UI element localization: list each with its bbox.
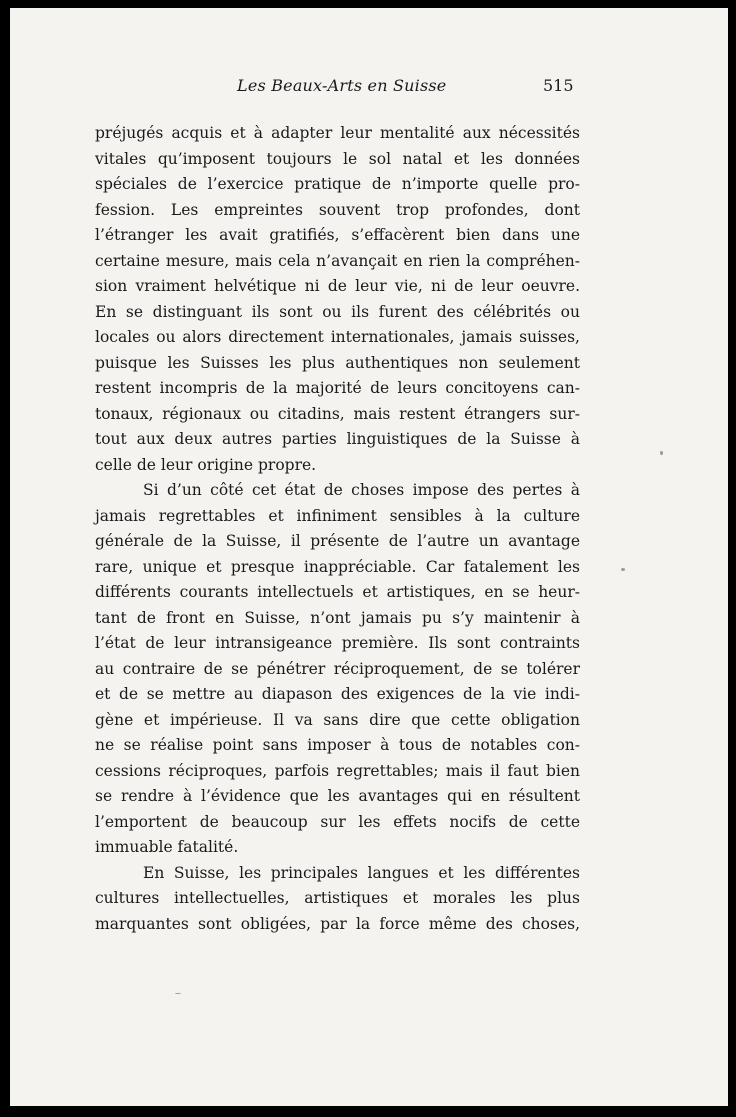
text-line: rare, unique et presque inappréciable. Car fatalement les (95, 557, 580, 576)
paper-speck (660, 451, 663, 455)
text-line: au contraire de se pénétrer réciproquement, de se tolérer (95, 659, 580, 678)
running-title: Les Beaux-Arts en Suisse (237, 76, 447, 95)
text-line: l’emportent de beaucoup sur les effets nocifs de cette (95, 812, 580, 831)
text-line: préjugés acquis et à adapter leur mentalité aux nécessités (95, 124, 580, 142)
book-page (10, 8, 728, 1106)
page-number: 515 (543, 76, 574, 95)
text-line: marquantes sont obligées, par la force même des choses, (95, 914, 580, 933)
running-header (10, 76, 728, 100)
text-line: locales ou alors directement internationales, jamais suisses, (95, 328, 580, 346)
text-line: tonaux, régionaux ou citadins, mais restent étrangers sur- (95, 404, 580, 423)
body-text (95, 121, 580, 937)
text-line: certaine mesure, mais cela n’avançait en rien la compréhen- (95, 251, 580, 270)
text-line: l’état de leur intransigeance première. Ils sont contraints (95, 634, 580, 652)
text-line: se rendre à l’évidence que les avantages qui en résultent (95, 787, 580, 805)
text-line: différents courants intellectuels et artistiques, en se heur- (95, 583, 580, 601)
text-line: cessions réciproques, parfois regrettables; mais il faut bien (95, 761, 580, 780)
text-line: tout aux deux autres parties linguistiques de la Suisse à (95, 430, 580, 448)
paragraph-start: Si d’un côté cet état de choses impose des pertes à (143, 481, 580, 499)
text-line: fession. Les empreintes souvent trop profondes, dont (95, 200, 580, 219)
text-line: puisque les Suisses les plus authentiques non seulement (95, 353, 580, 372)
text-line: cultures intellectuelles, artistiques et morales les plus (95, 889, 580, 907)
text-line: sion vraiment helvétique ni de leur vie, ni de leur oeuvre. (95, 277, 580, 295)
text-line: spéciales de l’exercice pratique de n’importe quelle pro- (95, 175, 580, 193)
text-line: immuable fatalité. (95, 838, 239, 856)
text-line: vitales qu’imposent toujours le sol natal et les données (95, 149, 580, 168)
text-line: restent incompris de la majorité de leurs concitoyens can- (95, 379, 580, 397)
text-line: ne se réalise point sans imposer à tous de notables con- (95, 736, 580, 754)
paper-speck (621, 568, 625, 571)
text-line: En se distinguant ils sont ou ils furent des célébrités ou (95, 302, 580, 321)
text-line: et de se mettre au diapason des exigences de la vie indi- (95, 685, 580, 703)
text-line: l’étranger les avait gratifiés, s’effacèrent bien dans une (95, 226, 580, 244)
text-line: jamais regrettables et infiniment sensibles à la culture (95, 506, 580, 525)
text-line: celle de leur origine propre. (95, 455, 317, 474)
text-line: gène et impérieuse. Il va sans dire que cette obligation (95, 710, 580, 729)
paper-speck (175, 993, 181, 994)
text-line: générale de la Suisse, il présente de l’autre un avantage (95, 532, 580, 550)
text-line: tant de front en Suisse, n’ont jamais pu s’y maintenir à (95, 608, 580, 627)
paragraph-start: En Suisse, les principales langues et les différentes (143, 863, 580, 882)
